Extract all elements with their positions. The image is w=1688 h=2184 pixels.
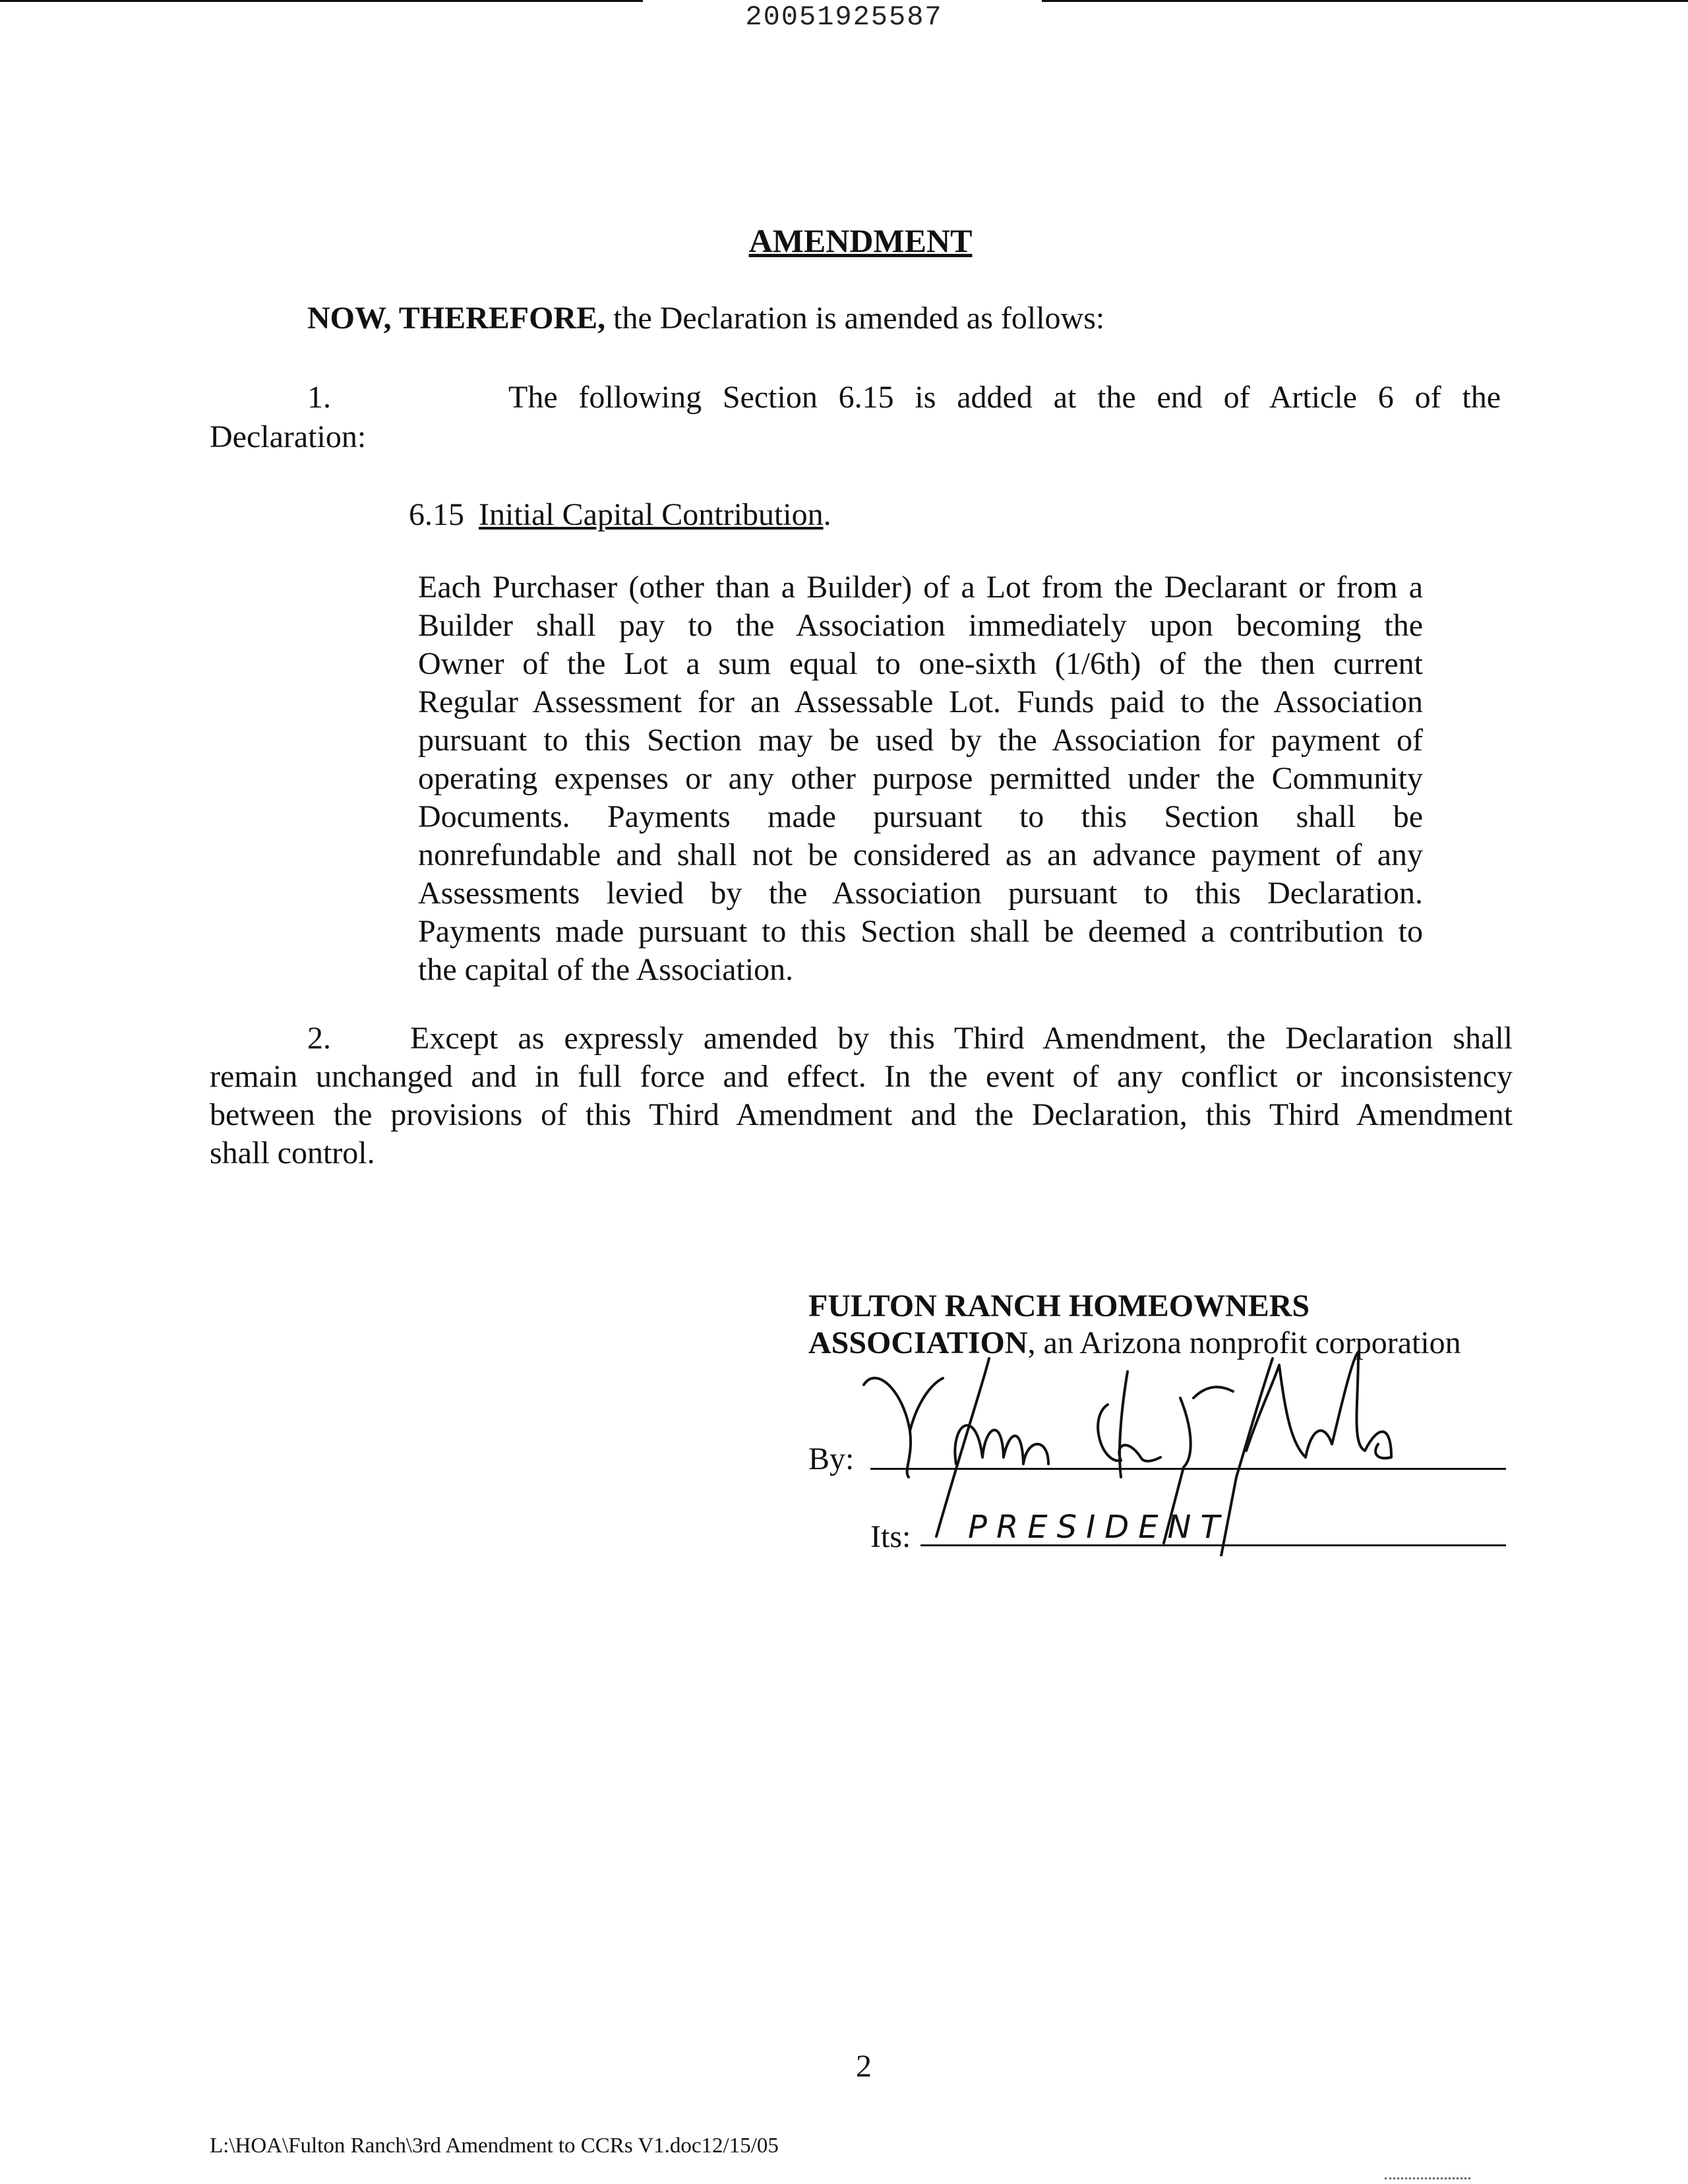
handwritten-signature	[851, 1345, 1431, 1556]
item2-line1: Except as expressly amended by this Third Amendment, the Declaration shall	[410, 1021, 1513, 1056]
item1-line2: Declaration:	[210, 419, 367, 454]
section-line: Payments made pursuant to this Section shall be deemed a contribution to	[418, 914, 1423, 949]
section-heading-period: .	[823, 497, 831, 532]
section-line: Regular Assessment for an Assessable Lot. Funds paid to the Association	[418, 684, 1423, 719]
item2-line: shall control.	[210, 1136, 375, 1170]
section-line: Each Purchaser (other than a Builder) of a Lot from the Declarant or from a	[418, 570, 1423, 605]
intro-paragraph	[307, 299, 1494, 338]
section-body	[418, 568, 1423, 989]
document-title: AMENDMENT	[748, 222, 973, 259]
by-label: By:	[808, 1441, 855, 1476]
org-description: , an Arizona nonprofit corporation	[1027, 1325, 1461, 1360]
footer-file-path: L:\HOA\Fulton Ranch\3rd Amendment to CCRs V1.doc12/15/05	[210, 2134, 779, 2158]
item2-line: between the provisions of this Third Amendment and the Declaration, this Third Amendment	[210, 1097, 1513, 1132]
section-line: pursuant to this Section may be used by the Association for payment of	[418, 723, 1423, 758]
org-name-line1: FULTON RANCH HOMEOWNERS	[808, 1289, 1310, 1323]
record-number: 20051925587	[745, 1, 943, 33]
section-line: Owner of the Lot a sum equal to one-sixth (1/6th) of the then current	[418, 646, 1423, 681]
intro-rest: the Declaration is amended as follows:	[605, 301, 1105, 336]
section-line: Documents. Payments made pursuant to this Section shall be	[418, 799, 1423, 834]
scan-mark	[1385, 2177, 1470, 2181]
page-number: 2	[856, 2049, 872, 2084]
item2-number: 2.	[307, 1021, 331, 1056]
item2-rest	[210, 1058, 1513, 1172]
section-heading-text: Initial Capital Contribution	[479, 497, 824, 532]
item1-line1: The following Section 6.15 is added at the end of Article 6 of the	[508, 380, 1501, 415]
its-handwritten-value: PRESIDENT	[968, 1509, 1229, 1546]
section-heading	[409, 496, 831, 534]
section-line: operating expenses or any other purpose permitted under the Community	[418, 761, 1423, 796]
item1-number: 1.	[307, 380, 331, 415]
section-line: nonrefundable and shall not be considered as an advance payment of any	[418, 837, 1423, 872]
intro-lead: NOW, THEREFORE,	[307, 301, 606, 336]
section-line: the capital of the Association.	[418, 952, 794, 987]
item2-line: remain unchanged and in full force and effect. In the event of any conflict or inconsistency	[210, 1059, 1513, 1094]
its-label: Its:	[870, 1519, 911, 1554]
section-line: Builder shall pay to the Association immediately upon becoming the	[418, 608, 1423, 643]
section-line: Assessments levied by the Association pursuant to this Declaration.	[418, 876, 1423, 911]
section-number: 6.15	[409, 497, 464, 532]
org-name-association: ASSOCIATION	[808, 1325, 1028, 1360]
